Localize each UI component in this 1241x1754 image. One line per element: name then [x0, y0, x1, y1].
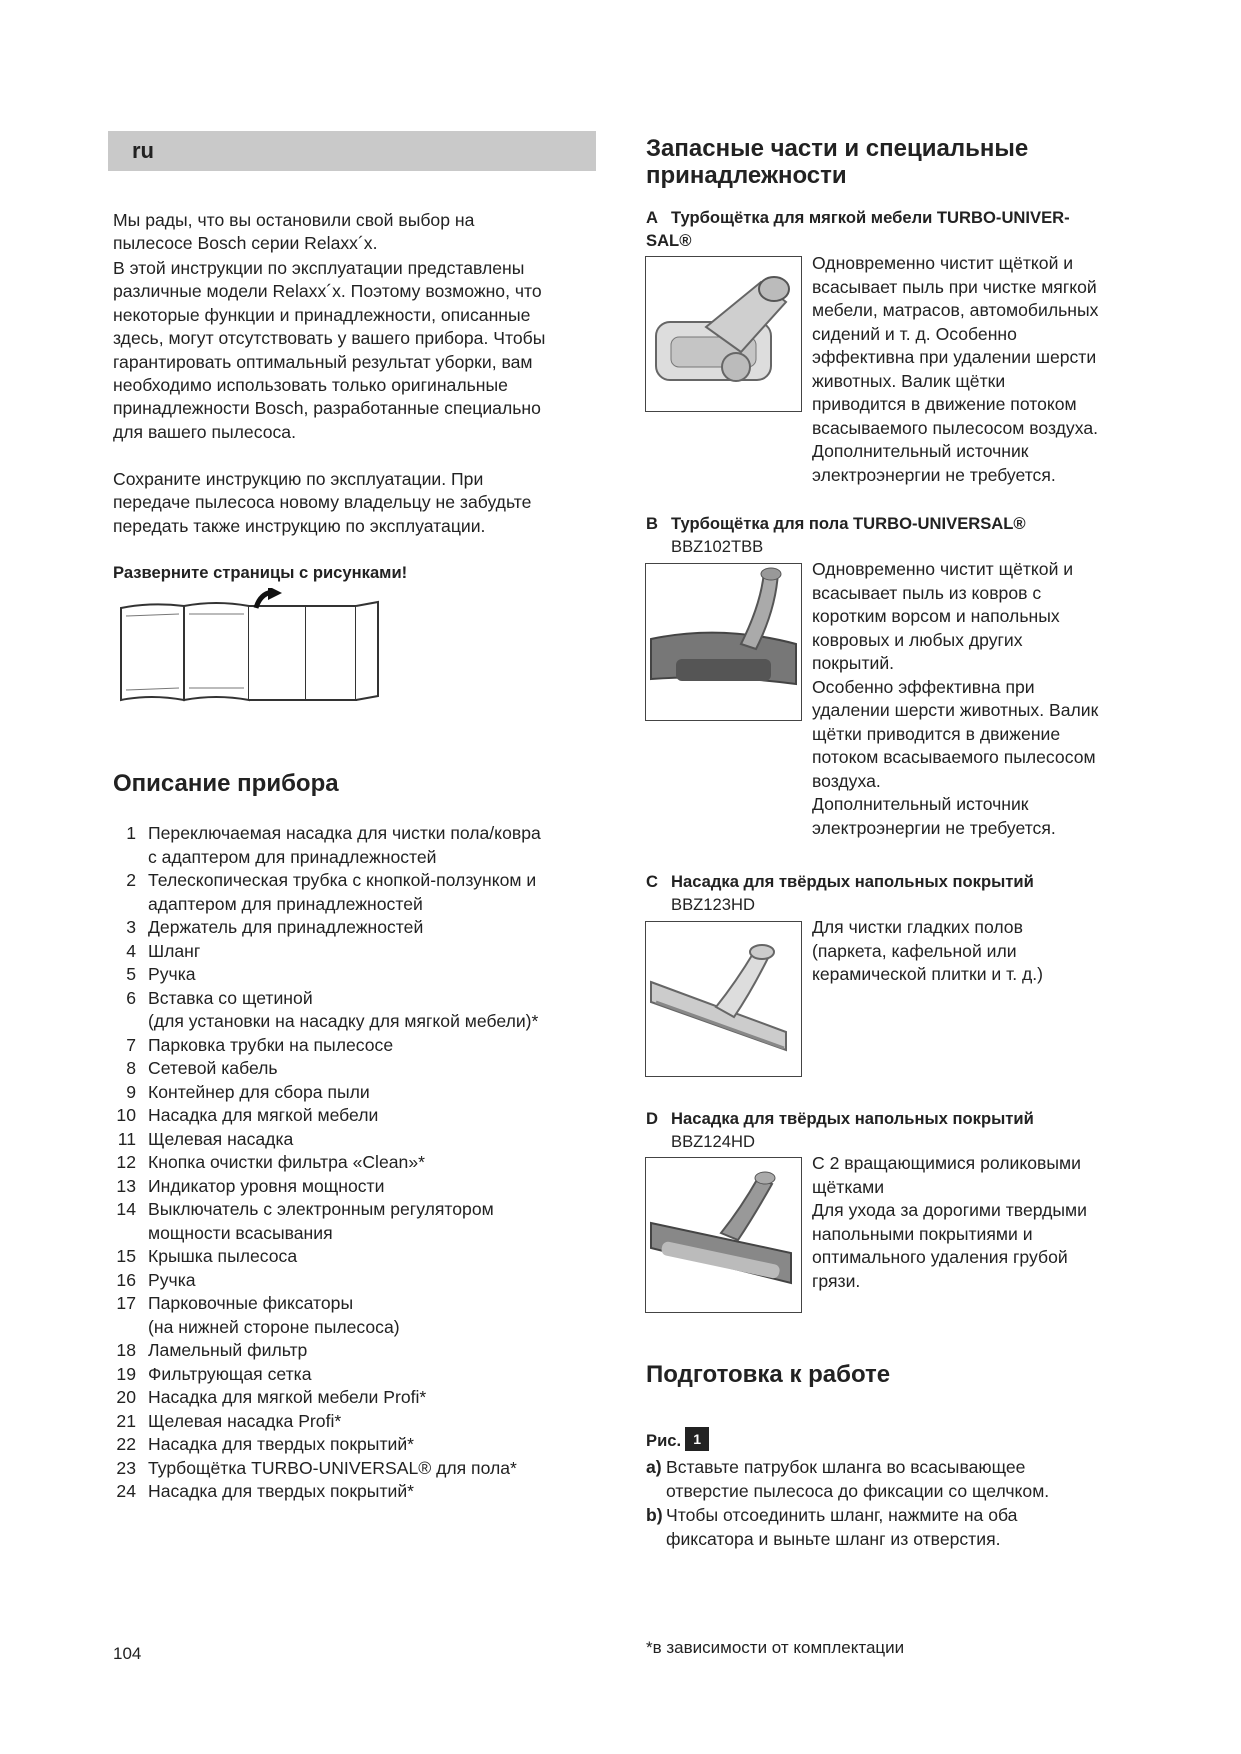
intro-paragraph-2: В этой инструкции по эксплуатации представлены различные модели Relaxx´x. Поэтому возможно, что некоторые функции и принадлежности, описанные здесь, могут отсутствовать у вашего прибора. Чтобы гарантировать оптимальный результат уборки, вам необходимо использовать только оригинальные принадлежности Bosch, разработанные специально для вашего пылесоса.: [113, 258, 546, 442]
part-d-heading: D Насадка для твёрдых напольных покрытий BBZ124HD: [646, 1109, 1034, 1151]
list-item: 22 Насадка для твердых покрытий*: [116, 1434, 415, 1454]
part-c-text: Для чистки гладких полов (паркета, кафельной или керамической плитки и т. д.): [812, 917, 1044, 984]
part-c-image: [645, 921, 802, 1077]
list-item: 13 Индикатор уровня мощности: [116, 1175, 385, 1196]
list-item: 10 Насадка для мягкой мебели: [116, 1105, 379, 1125]
step-a: a) Вставьте патрубок шланга во всасывающее отверстие пылесоса до фиксации со щелчком.: [646, 1457, 1050, 1501]
preparation-title: Подготовка к работе: [646, 1361, 891, 1388]
upholstery-turbo-brush-icon: [646, 257, 801, 411]
list-item: 1 Переключаемая насадка для чистки пола/ковра с адаптером для принадлежностей: [126, 823, 541, 867]
figure-reference: Рис. 1: [646, 1427, 709, 1451]
footnote: *в зависимости от комплектации: [646, 1638, 905, 1657]
list-item: 21 Щелевая насадка Profi*: [116, 1410, 342, 1431]
intro-paragraph-1: Мы рады, что вы остановили свой выбор на пылесосе Bosch серии Relaxx´x.: [113, 210, 475, 254]
list-item: 3 Держатель для принадлежностей: [126, 917, 424, 937]
list-item: 19 Фильтрующая сетка: [116, 1363, 312, 1384]
list-item: 9 Контейнер для сбора пыли: [126, 1081, 370, 1102]
list-item: 17 Парковочные фиксаторы (на нижней стороне пылесоса): [116, 1293, 400, 1337]
part-d-text: С 2 вращающимися роликовыми щётками Для ухода за дорогими твердыми напольными покрытиями и оптимального удаления грубой грязи.: [812, 1153, 1087, 1291]
page-number: 104: [113, 1644, 142, 1663]
list-item: 8 Сетевой кабель: [126, 1058, 278, 1078]
part-a-heading: A Турбощётка для мягкой мебели TURBO-UNIVER- SAL®: [646, 208, 1070, 250]
description-title: Описание прибора: [113, 770, 339, 797]
list-item: 16 Ручка: [116, 1269, 196, 1290]
part-a-image: [645, 256, 802, 412]
list-item: 15 Крышка пылесоса: [116, 1246, 298, 1266]
part-b-text: Одновременно чистит щёткой и всасывает пыль из ковров с коротким ворсом и напольных ковровых и любых других покрытий. Особенно эффективна при удалении шерсти животных. Валик щётки приводится в движение потоком всасываемого пылесосом воздуха. Дополнительный источник электроэнергии не требуется.: [812, 559, 1099, 838]
spare-parts-title: Запасные части и специальные принадлежности: [646, 135, 1029, 189]
figure-number-badge: 1: [685, 1427, 709, 1451]
language-bar: [108, 131, 596, 171]
part-d-image: [645, 1157, 802, 1313]
step-b: b) Чтобы отсоединить шланг, нажмите на оба фиксатора и выньте шланг из отверстия.: [646, 1505, 1018, 1549]
roller-floor-nozzle-icon: [646, 1158, 801, 1312]
unfold-pages-illustration: [116, 588, 386, 708]
list-item: 2 Телескопическая трубка с кнопкой-ползунком и адаптером для принадлежностей: [126, 870, 537, 914]
list-item: 23 Турбощётка TURBO-UNIVERSAL® для пола*: [116, 1457, 517, 1478]
language-code: ru: [132, 138, 154, 163]
floor-turbo-brush-icon: [646, 564, 801, 720]
list-item: 7 Парковка трубки на пылесосе: [126, 1034, 394, 1055]
part-c-heading: C Насадка для твёрдых напольных покрытий BBZ123HD: [646, 872, 1034, 914]
preparation-steps: [646, 1455, 1146, 1551]
list-item: 11 Щелевая насадка: [117, 1128, 294, 1149]
list-item: 12 Кнопка очистки фильтра «Clean»*: [116, 1152, 425, 1172]
unfold-note: Разверните страницы с рисунками!: [113, 563, 408, 582]
description-list: [108, 822, 608, 1504]
hard-floor-nozzle-icon: [646, 922, 801, 1076]
list-item: 14 Выключатель с электронным регулятором мощности всасывания: [116, 1199, 494, 1243]
list-item: 20 Насадка для мягкой мебели Profi*: [116, 1387, 427, 1407]
list-item: 18 Ламельный фильтр: [116, 1340, 308, 1360]
part-b-image: [645, 563, 802, 721]
list-item: 24 Насадка для твердых покрытий*: [116, 1481, 415, 1501]
intro-paragraph-3: Сохраните инструкцию по эксплуатации. При передаче пылесоса новому владельцу не забудьте передать также инструкцию по эксплуатации.: [113, 469, 532, 536]
part-a-text: Одновременно чистит щёткой и всасывает пыль при чистке мягкой мебели, матрасов, автомобильных сидений и т. д. Особенно эффективна при удалении шерсти животных. Валик щётки приводится в движение потоком всасываемого пылесосом воздуха. Дополнительный источник электроэнергии не требуется.: [812, 253, 1099, 485]
part-b-heading: B Турбощётка для пола TURBO-UNIVERSAL® BBZ102TBB: [646, 514, 1026, 556]
list-item: 6 Вставка со щетиной (для установки на насадку для мягкой мебели)*: [126, 987, 539, 1031]
list-item: 4 Шланг: [126, 940, 201, 961]
list-item: 5 Ручка: [126, 964, 196, 984]
